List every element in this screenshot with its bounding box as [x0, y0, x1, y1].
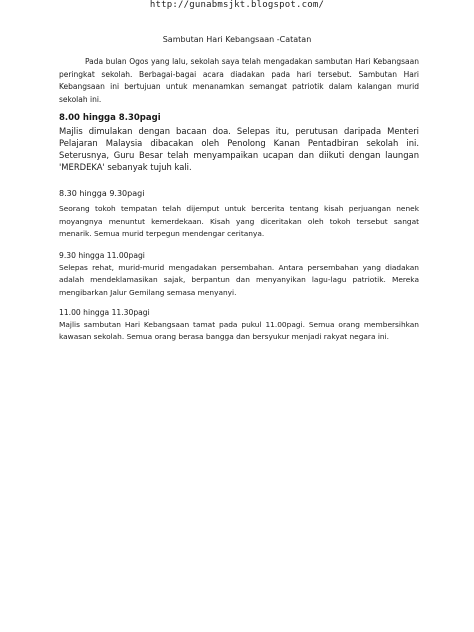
section-1-time: 8.00 hingga 8.30pagi — [59, 113, 161, 123]
blog-url: http://gunabmsjkt.blogspot.com/ — [149, 0, 325, 10]
section-4-time: 11.00 hingga 11.30pagi — [59, 308, 150, 317]
section-2-text: Seorang tokoh tempatan telah dijemput untuk bercerita tentang kisah perjuangan nenek moyangnya menuntut kemerdekaan. Kisah yang diceritakan oleh tokoh tersebut sangat menarik. Semua murid terpegun mendengar ceritanya. — [59, 204, 419, 238]
section-4-body — [59, 319, 419, 344]
section-2-body — [59, 203, 419, 241]
section-2-time: 8.30 hingga 9.30pagi — [59, 189, 145, 198]
section-3-text: Selepas rehat, murid-murid mengadakan persembahan. Antara persembahan yang diadakan adalah mendeklamasikan sajak, berpantun dan menyanyikan lagu-lagu patriotik. Mereka mengibarkan Jalur Gemilang semasa menyanyi. — [59, 263, 419, 297]
section-4-text: Majlis sambutan Hari Kebangsaan tamat pada pukul 11.00pagi. Semua orang membersihkan kawasan sekolah. Semua orang berasa bangga dan bersyukur menjadi rakyat negara ini. — [59, 320, 419, 342]
section-1-text: Majlis dimulakan dengan bacaan doa. Selepas itu, perutusan daripada Menteri Pelajaran Malaysia dibacakan oleh Penolong Kanan Pentadbiran sekolah ini. Seterusnya, Guru Besar telah menyampaikan ucapan dan diikuti dengan laungan 'MERDEKA' sebanyak tujuh kali. — [59, 126, 419, 173]
section-3-time: 9.30 hingga 11.00pagi — [59, 251, 145, 260]
intro-paragraph — [59, 56, 419, 106]
document-title: Sambutan Hari Kebangsaan -Catatan — [162, 35, 312, 44]
section-1-body — [59, 125, 419, 173]
intro-text: Pada bulan Ogos yang lalu, sekolah saya telah mengadakan sambutan Hari Kebangsaan peringkat sekolah. Berbagai-bagai acara diadakan pada hari tersebut. Sambutan Hari Kebangsaan ini bertujuan untuk menanamkan semangat patriotik dalam kalangan murid sekolah ini. — [59, 57, 419, 104]
section-3-body — [59, 262, 419, 299]
